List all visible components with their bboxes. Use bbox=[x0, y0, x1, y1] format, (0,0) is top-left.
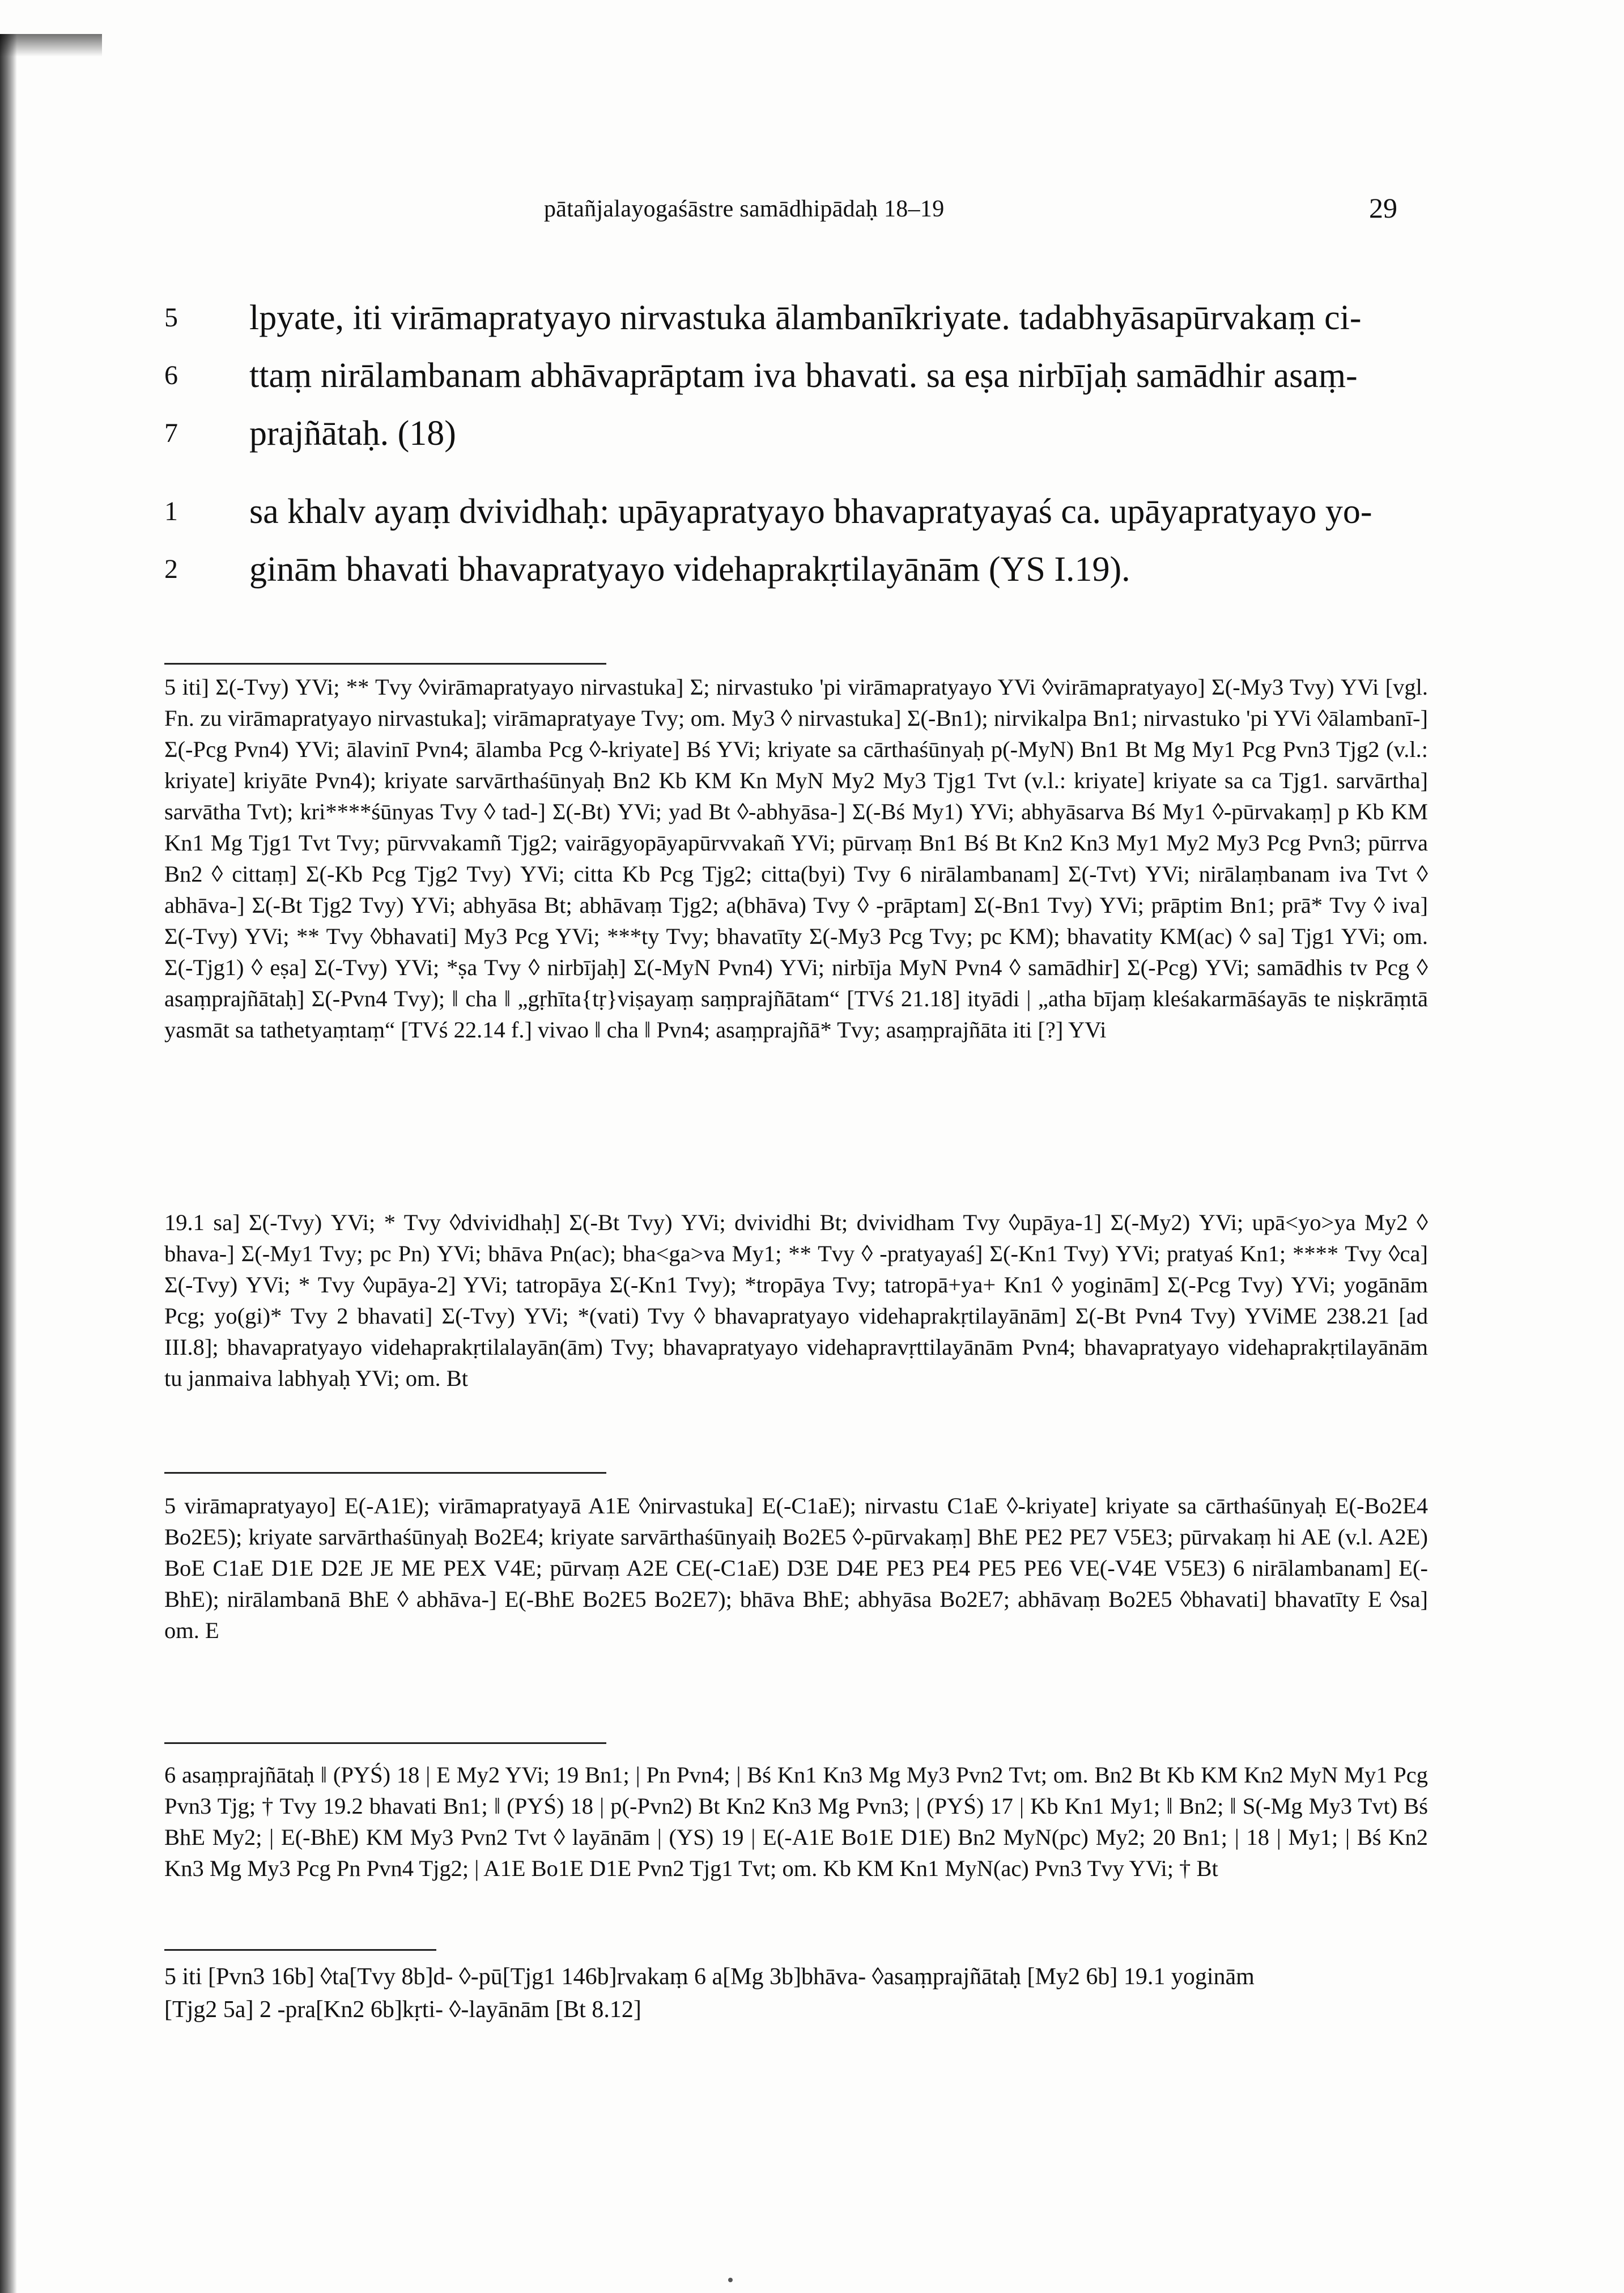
folio-line: [Tjg2 5a] 2 -pra[Kn2 6b]kṛti- ◊-layānām [Bt 8.12] bbox=[164, 1997, 641, 2023]
apparatus-text: 6 asaṃprajñātaḥ ‖ (PYŚ) 18 | E My2 YVi; 19 Bn1; | Pn Pvn4; | Bś Kn1 Kn3 Mg My3 Pvn2 Tvt; om. Bn2 Bt Kb KM Kn2 MyN My1 Pcg Pvn3 Tjg; † Tvy 19.2 bhavati Bn1; ‖ (PYŚ) 18 | p(-Pvn2) Bt Kn2 Kn3 Mg Pvn3; | (PYŚ) 17 | Kb Kn1 My1; ‖ Bn2; ‖ S(-Mg My3 Tvt) Bś BhE My2; | E(-BhE) KM My3 Pvn2 Tvt ◊ layānām | (YS) 19 | E(-A1E Bo1E D1E) Bn2 MyN(pc) My2; 20 Bn1; | 18 | My1; | Bś Kn2 Kn3 Mg My3 Pcg Pn Pvn4 Tjg2; | A1E Bo1E D1E Pvn2 Tjg1 Tvt; om. Kb KM Kn1 MyN(ac) Pvn3 Tvy YVi; † Bt bbox=[164, 1762, 1428, 1881]
main-text bbox=[164, 289, 1428, 598]
text-line bbox=[164, 483, 1428, 541]
line-text: sa khalv ayaṃ dvividhaḥ: upāyapratyayo bhavapratyayaś ca. upāyapratyayo yo- bbox=[249, 492, 1372, 531]
text-line bbox=[164, 541, 1428, 598]
line-number: 7 bbox=[164, 418, 178, 448]
line-text: lpyate, iti virāmapratyayo nirvastuka ālambanīkriyate. tadabhyāsapūrvakaṃ ci- bbox=[249, 299, 1362, 337]
line-text: ginām bhavati bhavapratyayo videhaprakṛtilayānām (YS I.19). bbox=[249, 550, 1130, 589]
apparatus-block-4 bbox=[164, 1759, 1428, 1884]
apparatus-text: 5 virāmapratyayo] E(-A1E); virāmapratyayā A1E ◊nirvastuka] E(-C1aE); nirvastu C1aE ◊-kriyate] kriyate sa cārthaśūnyaḥ E(-Bo2E4 Bo2E5); kriyate sarvārthaśūnyaḥ Bo2E4; kriyate sarvārthaśūnyaiḥ Bo2E5 ◊-pūrvakaṃ] BhE PE2 PE7 V5E3; pūrvakaṃ hi AE (v.l. A2E) BoE C1aE D1E D2E JE ME PEX V4E; pūrvaṃ A2E CE(-C1aE) D3E D4E PE3 PE4 PE5 PE6 VE(-V4E V5E3) 6 nirālambanam] E(-BhE); nirālambanā BhE ◊ abhāva-] E(-BhE Bo2E5 Bo2E7); bhāva BhE; abhyāsa Bo2E7; abhāvaṃ Bo2E5 ◊bhavati] bhavatīty E ◊sa] om. E bbox=[164, 1493, 1428, 1643]
apparatus-block-2 bbox=[164, 1207, 1428, 1394]
line-number: 2 bbox=[164, 554, 178, 584]
line-number: 5 bbox=[164, 303, 178, 333]
testimonia-rule bbox=[164, 1472, 606, 1474]
line-number: 1 bbox=[164, 496, 178, 526]
folio-references bbox=[164, 1960, 1428, 2026]
running-header: pātañjalayogaśāstre samādhipādaḥ 18–19 bbox=[544, 196, 945, 222]
line-number: 6 bbox=[164, 360, 178, 390]
scan-speck bbox=[728, 2278, 733, 2282]
text-line bbox=[164, 347, 1428, 405]
apparatus-text: 5 iti] Σ(-Tvy) YVi; ** Tvy ◊virāmapratyayo nirvastuka] Σ; nirvastuko 'pi virāmapratyayo YVi ◊virāmapratyayo] Σ(-My3 Tvy) YVi [vgl. Fn. zu virāmapratyayo nirvastuka]; virāmapratyaye Tvy; om. My3 ◊ nirvastuka] Σ(-Bn1); nirvikalpa Bn1; nirvastuko 'pi YVi ◊ālambanī-] Σ(-Pcg Pvn4) YVi; ālavinī Pvn4; ālamba Pcg ◊-kriyate] Bś YVi; kriyate sa cārthaśūnyaḥ p(-MyN) Bn1 Bt Mg My1 Pcg Pvn3 Tjg2 (v.l.: kriyate] kriyāte Pvn4); kriyate sarvārthaśūnyaḥ Bn2 Kb KM Kn MyN My2 My3 Tjg1 Tvt (v.l.: kriyate] kriyate sa ca Tjg1. sarvārtha] sarvātha Tvt); kri****śūnyas Tvy ◊ tad-] Σ(-Bt) YVi; yad Bt ◊-abhyāsa-] Σ(-Bś My1) YVi; abhyāsarva Bś My1 ◊-pūrvakaṃ] p Kb KM Kn1 Mg Tjg1 Tvt Tvy; pūrvvakamñ Tjg2; vairāgyopāyapūrvvakañ YVi; pūrvaṃ Bn1 Bś Bt Kn2 Kn3 My1 My2 My3 Pcg Pvn3; pūrrva Bn2 ◊ cittaṃ] Σ(-Kb Pcg Tjg2 Tvy) YVi; citta Kb Pcg Tjg2; citta(byi) Tvy 6 nirālambanam] Σ(-Tvt) YVi; nirālaṃbanam iva Tvt ◊ abhāva-] Σ(-Bt Tjg2 Tvy) YVi; abhyāsa Bt; abhāvaṃ Tjg2; a(bhāva) Tvy ◊ -prāptam] Σ(-Bn1 Tvy) YVi; prāptim Bn1; prā* Tvy ◊ iva] Σ(-Tvy) YVi; ** Tvy ◊bhavati] My3 Pcg YVi; ***ty Tvy; bhavatīty Σ(-My3 Pcg Tvy; pc KM); bhavatity KM(ac) ◊ sa] Tjg1 YVi; om. Σ(-Tjg1) ◊ eṣa] Σ(-Tvy) YVi; *ṣa Tvy ◊ nirbījaḥ] Σ(-MyN Pvn4) YVi; nirbīja MyN Pvn4 ◊ samādhir] Σ(-Pcg) YVi; samādhis tv Pcg ◊ asaṃprajñātaḥ] Σ(-Pvn4 Tvy); ‖ cha ‖ „gṛhīta{tṛ}viṣayaṃ saṃprajñātam“ [TVś 21.18] ityādi | „atha bījaṃ kleśakarmāśayās te niṣkrāṃtā yasmāt sa tathetyaṃtaṃ“ [TVś 22.14 f.] vivao ‖ cha ‖ Pvn4; asaṃprajñā* Tvy; asaṃprajñāta iti [?] YVi bbox=[164, 674, 1428, 1043]
text-line bbox=[164, 405, 1428, 462]
folio-line: 5 iti [Pvn3 16b] ◊ta[Tvy 8b]d- ◊-pū[Tjg1 146b]rvakaṃ 6 a[Mg 3b]bhāva- ◊asaṃprajñātaḥ [My2 6b] 19.1 yoginām bbox=[164, 1964, 1255, 1990]
page-number: 29 bbox=[1369, 192, 1397, 224]
structure-rule bbox=[164, 1742, 606, 1744]
binding-shadow bbox=[0, 34, 17, 2293]
text-line bbox=[164, 289, 1428, 347]
line-text: prajñātaḥ. (18) bbox=[249, 414, 456, 453]
apparatus-rule bbox=[164, 663, 606, 665]
folio-rule bbox=[164, 1949, 436, 1951]
line-text: ttaṃ nirālambanam abhāvaprāptam iva bhavati. sa eṣa nirbījaḥ samādhir asaṃ- bbox=[249, 356, 1358, 395]
apparatus-block-3 bbox=[164, 1490, 1428, 1646]
apparatus-text: 19.1 sa] Σ(-Tvy) YVi; * Tvy ◊dvividhaḥ] Σ(-Bt Tvy) YVi; dvividhi Bt; dvividham Tvy ◊upāya-1] Σ(-My2) YVi; upā<yo>ya My2 ◊ bhava-] Σ(-My1 Tvy; pc Pn) YVi; bhāva Pn(ac); bha<ga>va My1; ** Tvy ◊ -pratyayaś] Σ(-Kn1 Tvy) YVi; pratyaś Kn1; **** Tvy ◊ca] Σ(-Tvy) YVi; * Tvy ◊upāya-2] YVi; tatropāya Σ(-Kn1 Tvy); *tropāya Tvy; tatropā+ya+ Kn1 ◊ yoginām] Σ(-Pcg Tvy) YVi; yogānām Pcg; yo(gi)* Tvy 2 bhavati] Σ(-Tvy) YVi; *(vati) Tvy ◊ bhavapratyayo videhaprakṛtilayānām] Σ(-Bt Pvn4 Tvy) YViME 238.21 [ad III.8]; bhavapratyayo videhaprakṛtilalayān(ām) Tvy; bhavapratyayo videhapravṛttilayānām Pvn4; bhavapratyayo videhaprakṛtilayānām tu janmaiva labhyaḥ YVi; om. Bt bbox=[164, 1210, 1428, 1391]
binding-shadow-top bbox=[0, 34, 102, 57]
paragraph-gap bbox=[164, 462, 1428, 483]
apparatus-block-1 bbox=[164, 671, 1428, 1045]
